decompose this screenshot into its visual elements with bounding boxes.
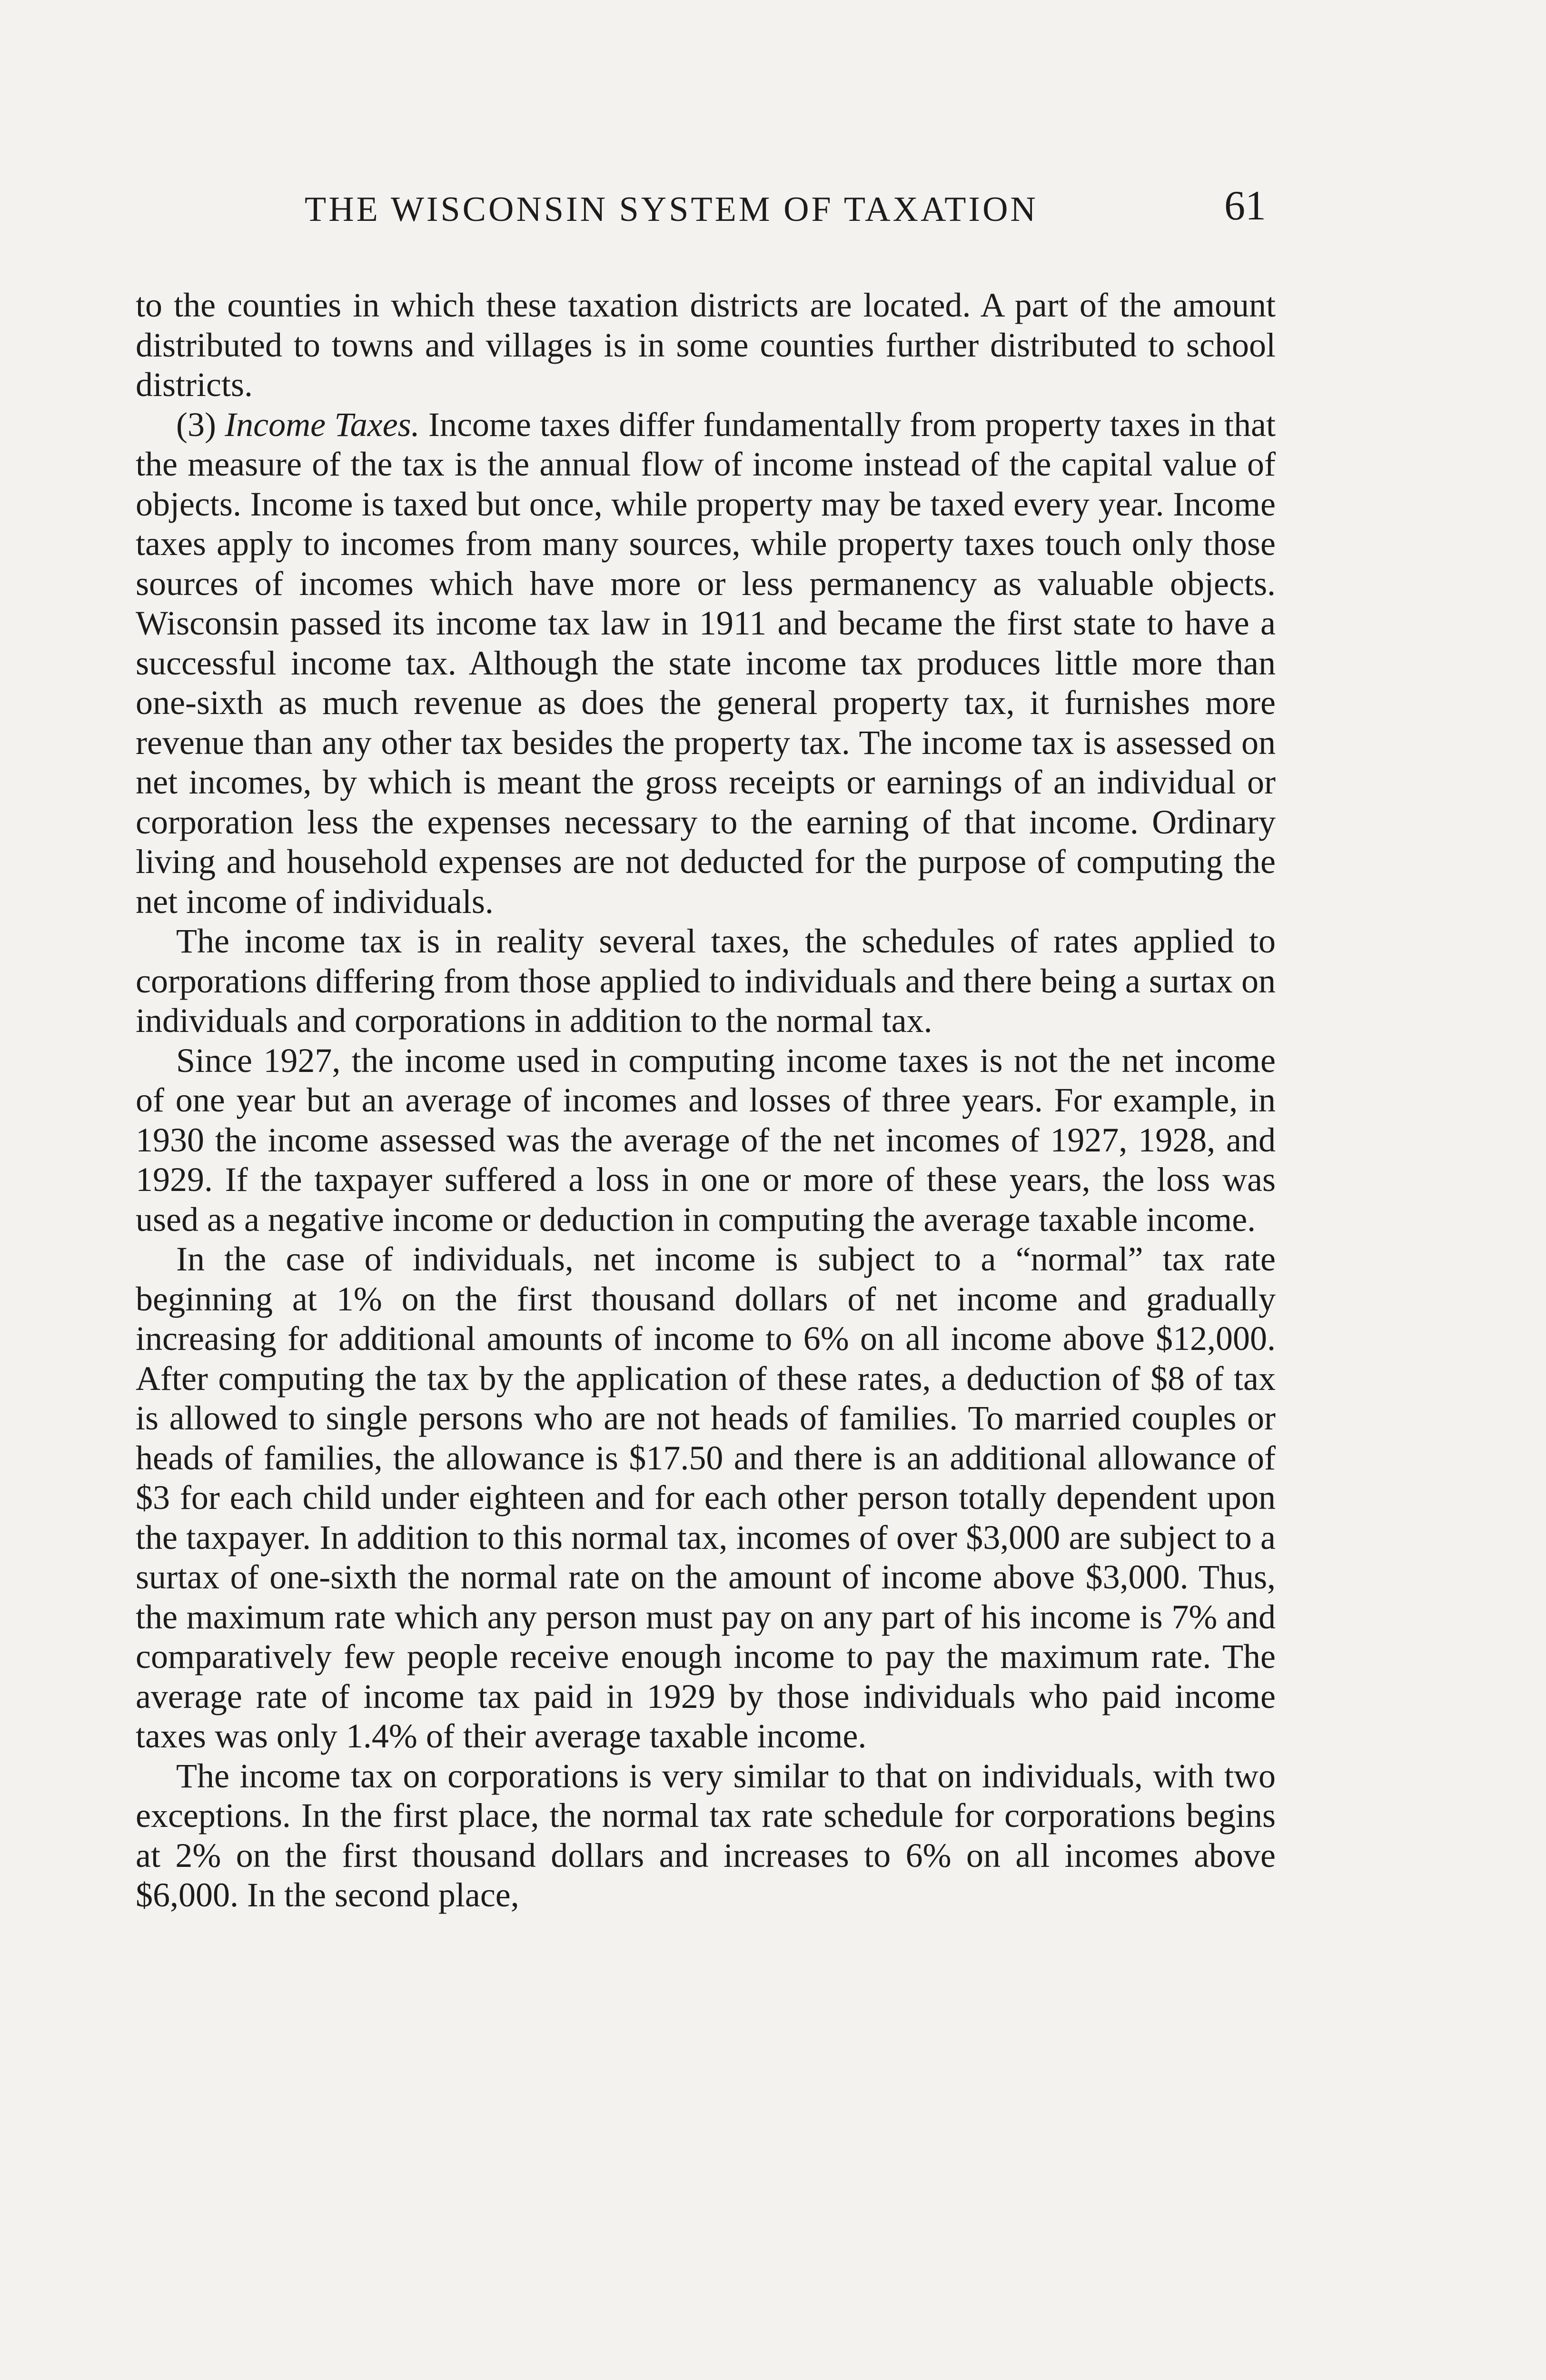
body-text <box>136 286 1276 1915</box>
paragraph-text: Income taxes differ fundamentally from property taxes in that the measure of the tax is the annual flow of income instead of the capital value of objects. Income is taxed but once, while property may be taxed every year. Income taxes apply to incomes from many sources, while property taxes touch only those sources of incomes which have more or less permanency as valuable objects. Wisconsin passed its income tax law in 1911 and became the first state to have a successful income tax. Although the state income tax produces little more than one-sixth as much revenue as does the general property tax, it furnishes more revenue than any other tax besides the property tax. The income tax is assessed on net incomes, by which is meant the gross receipts or earnings of an individual or corporation less the expenses necessary to the earning of that income. Ordinary living and household expenses are not deducted for the purpose of computing the net income of individuals. <box>136 405 1276 921</box>
page-number: 61 <box>1224 183 1266 229</box>
paragraph: Since 1927, the income used in computing income taxes is not the net income of one year but an average of incomes and losses of three years. For example, in 1930 the income assessed was the average of the net incomes of 1927, 1928, and 1929. If the taxpayer suffered a loss in one or more of these years, the loss was used as a negative income or deduction in computing the average taxable income. <box>136 1041 1276 1239</box>
running-header <box>305 183 1266 242</box>
paragraph-income-taxes <box>136 405 1276 922</box>
section-heading: Income Taxes. <box>225 405 420 444</box>
paragraph: The income tax on corporations is very similar to that on individuals, with two exceptions. In the first place, the normal tax rate schedule for corporations begins at 2% on the first thousand dollars and increases to 6% on all incomes above $6,000. In the second place, <box>136 1756 1276 1914</box>
paragraph: to the counties in which these taxation districts are located. A part of the amount distributed to towns and villages is in some counties further distributed to school districts. <box>136 286 1276 404</box>
paragraph: In the case of individuals, net income is subject to a “normal” tax rate beginning at 1% on the first thousand dollars of net income and gradually increasing for additional amounts of income to 6% on all income above $12,000. After computing the tax by the application of these rates, a deduction of $8 of tax is allowed to single persons who are not heads of families. To married couples or heads of families, the allowance is $17.50 and there is an additional allowance of $3 for each child under eighteen and for each other person totally dependent upon the taxpayer. In addition to this normal tax, incomes of over $3,000 are subject to a surtax of one-sixth the normal rate on the amount of income above $3,000. Thus, the maximum rate which any person must pay on any part of his income is 7% and comparatively few people receive enough income to pay the maximum rate. The average rate of income tax paid in 1929 by those individuals who paid income taxes was only 1.4% of their average taxable income. <box>136 1240 1276 1755</box>
section-number: (3) <box>176 405 225 444</box>
header-title: THE WISCONSIN SYSTEM OF TAXATION <box>305 190 1038 229</box>
paragraph: The income tax is in reality several taxes, the schedules of rates applied to corporations differing from those applied to individuals and there being a surtax on individuals and corporations in addition to the normal tax. <box>136 922 1276 1040</box>
